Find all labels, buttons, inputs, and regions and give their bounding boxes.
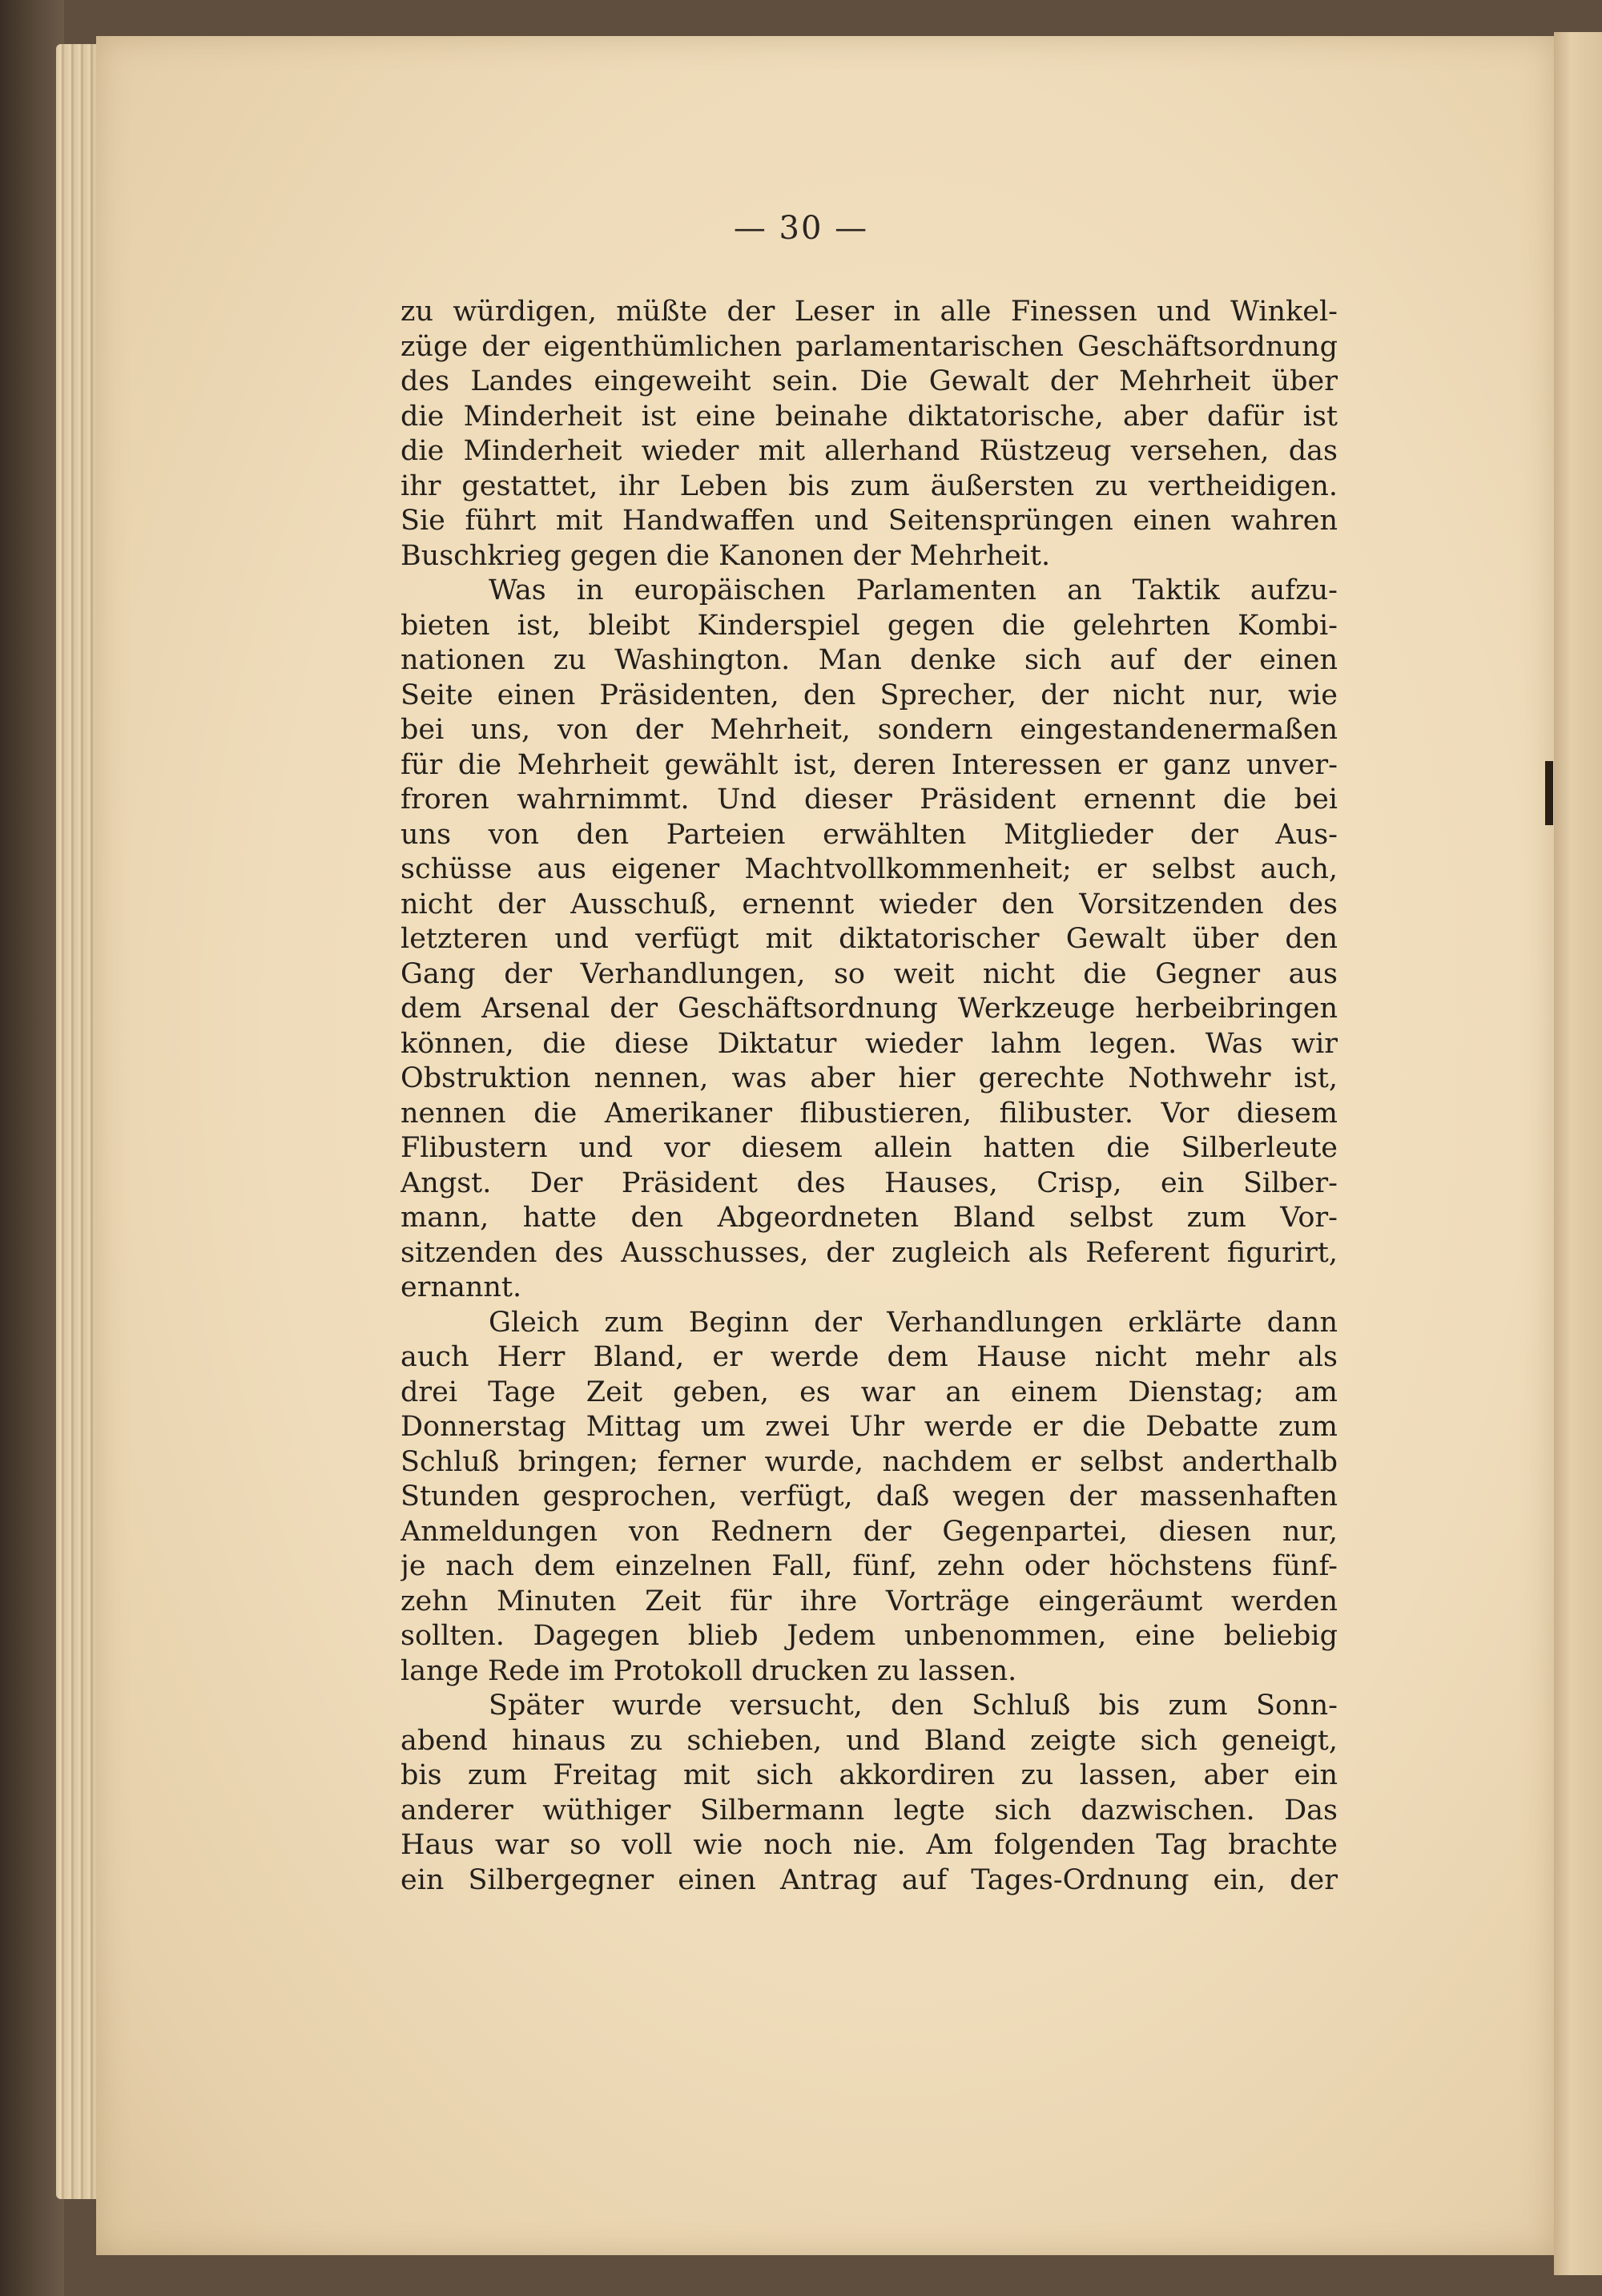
text-line: ernannt. [400, 1271, 522, 1303]
text-line: für die Mehrheit gewählt ist, deren Interessen er ganz unver- [400, 748, 1338, 781]
text-line: Gleich zum Beginn der Verhandlungen erklärte dann [489, 1306, 1338, 1339]
text-line: letzteren und verfügt mit diktatorischer Gewalt über den [400, 923, 1338, 955]
text-line: die Minderheit ist eine beinahe diktatorische, aber dafür ist [400, 400, 1338, 433]
text-line: ihr gestattet, ihr Leben bis zum äußersten zu vertheidigen. [400, 469, 1338, 502]
text-line: Anmeldungen von Rednern der Gegenpartei, diesen nur, [400, 1515, 1338, 1548]
text-line: Später wurde versucht, den Schluß bis zum Sonn- [489, 1690, 1338, 1722]
text-line: können, die diese Diktatur wieder lahm legen. Was wir [400, 1027, 1338, 1060]
text-line: züge der eigenthümlichen parlamentarischen Geschäftsordnung [400, 330, 1338, 363]
text-line: schüsse aus eigener Machtvollkommenheit; er selbst auch, [400, 853, 1338, 885]
page-number: — 30 — [733, 210, 869, 247]
text-line: froren wahrnimmt. Und dieser Präsident ernennt die bei [400, 783, 1338, 816]
text-line: Was in europäischen Parlamenten an Taktik aufzu- [489, 574, 1338, 606]
text-line: Donnerstag Mittag um zwei Uhr werde er die Debatte zum [400, 1411, 1338, 1443]
book-shadow [0, 0, 64, 2296]
text-line: sollten. Dagegen blieb Jedem unbenommen, eine beliebig [400, 1620, 1338, 1652]
text-line: drei Tage Zeit geben, es war an einem Dienstag; am [400, 1376, 1338, 1408]
text-line: bieten ist, bleibt Kinderspiel gegen die gelehrten Kombi- [400, 609, 1338, 642]
text-line: je nach dem einzelnen Fall, fünf, zehn oder höchstens fünf- [400, 1550, 1338, 1582]
text-line: Seite einen Präsidenten, den Sprecher, der nicht nur, wie [400, 679, 1338, 711]
text-line: Angst. Der Präsident des Hauses, Crisp, ein Silber- [400, 1166, 1338, 1199]
text-line: Schluß bringen; ferner wurde, nachdem er selbst anderthalb [400, 1445, 1338, 1478]
text-line: zehn Minuten Zeit für ihre Vorträge eingeräumt werden [400, 1585, 1338, 1617]
text-line: bei uns, von der Mehrheit, sondern eingestandenermaßen [400, 714, 1338, 746]
text-line: nationen zu Washington. Man denke sich auf der einen [400, 644, 1338, 676]
page-edge-right [1554, 32, 1602, 2275]
text-line: Sie führt mit Handwaffen und Seitensprüngen einen wahren [400, 505, 1338, 537]
text-line: ein Silbergegner einen Antrag auf Tages-Ordnung ein, der [400, 1863, 1338, 1896]
text-line: bis zum Freitag mit sich akkordiren zu lassen, aber ein [400, 1759, 1338, 1791]
text-line: Gang der Verhandlungen, so weit nicht die Gegner aus [400, 957, 1338, 990]
text-line: des Landes eingeweiht sein. Die Gewalt der Mehrheit über [400, 365, 1338, 397]
text-line: mann, hatte den Abgeordneten Bland selbst zum Vor- [400, 1202, 1338, 1234]
text-line: die Minderheit wieder mit allerhand Rüstzeug versehen, das [400, 435, 1338, 467]
text-line: uns von den Parteien erwählten Mitglieder der Aus- [400, 818, 1338, 851]
text-line: nicht der Ausschuß, ernennt wieder den Vorsitzenden des [400, 888, 1338, 920]
text-line: Buschkrieg gegen die Kanonen der Mehrheit. [400, 539, 1051, 572]
binding-mark [1545, 761, 1553, 825]
text-line: nennen die Amerikaner flibustieren, filibuster. Vor diesem [400, 1097, 1338, 1130]
text-line: Obstruktion nennen, was aber hier gerechte Nothwehr ist, [400, 1062, 1338, 1094]
text-line: Flibustern und vor diesem allein hatten die Silberleute [400, 1132, 1338, 1164]
text-line: Stunden gesprochen, verfügt, daß wegen der massenhaften [400, 1480, 1338, 1513]
text-line: sitzenden des Ausschusses, der zugleich als Referent figurirt, [400, 1236, 1338, 1269]
text-line: dem Arsenal der Geschäftsordnung Werkzeuge herbeibringen [400, 993, 1338, 1025]
text-line: Haus war so voll wie noch nie. Am folgenden Tag brachte [400, 1829, 1338, 1861]
text-line: lange Rede im Protokoll drucken zu lassen. [400, 1654, 1017, 1687]
text-line: anderer wüthiger Silbermann legte sich dazwischen. Das [400, 1794, 1338, 1827]
text-line: zu würdigen, müßte der Leser in alle Finessen und Winkel- [400, 296, 1338, 328]
text-line: abend hinaus zu schieben, und Bland zeigte sich geneigt, [400, 1724, 1338, 1757]
body-text [400, 295, 1338, 1898]
text-line: auch Herr Bland, er werde dem Hause nicht mehr als [400, 1341, 1338, 1373]
